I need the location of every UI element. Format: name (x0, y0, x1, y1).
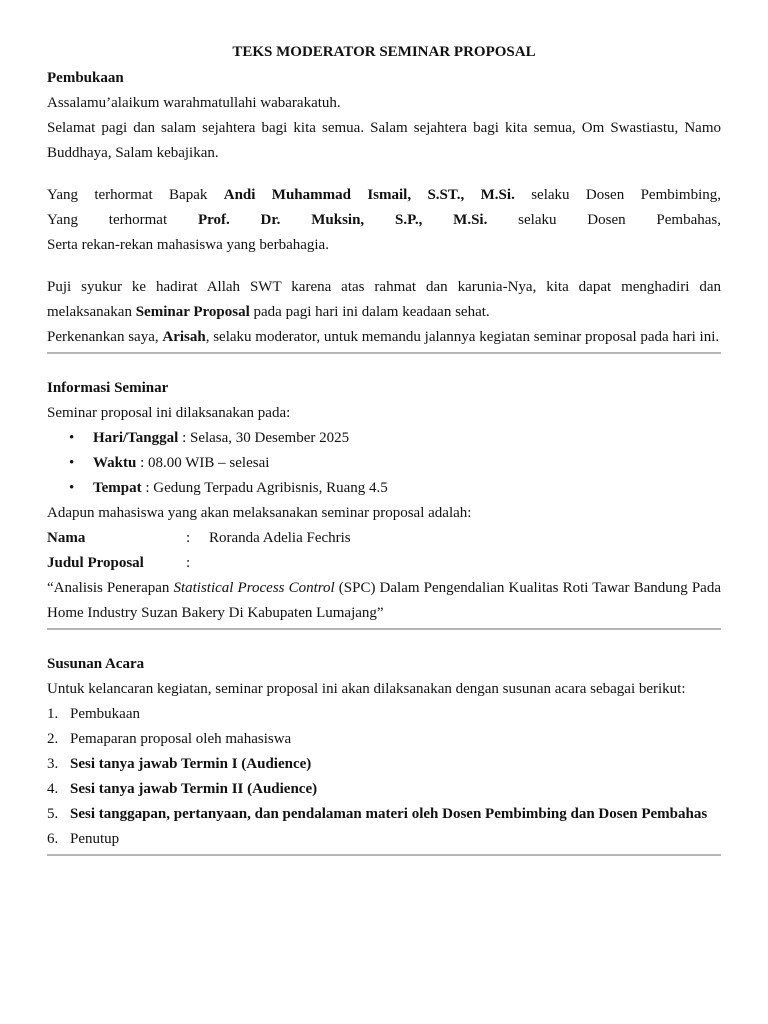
student-name-row: Nama : Roranda Adelia Fechris (47, 526, 721, 551)
bullet-icon: • (69, 455, 75, 471)
section-heading: Pembukaan (47, 70, 124, 86)
susunan-intro: Untuk kelancaran kegiatan, seminar proposal ini akan dilaksanakan dengan susunan acara sebagai berikut: (47, 681, 686, 697)
moderator-name: Arisah (162, 329, 206, 345)
honorific-line-2: Yang terhormat Prof. Dr. Muksin, S.P., M.Si. selaku Dosen Pembahas, (47, 212, 722, 228)
section-informasi (47, 376, 721, 626)
list-item: 5. Sesi tanggapan, pertanyaan, dan pendalaman materi oleh Dosen Pembimbing dan Dosen Pembahas (47, 806, 708, 822)
list-item: • Hari/Tanggal : Selasa, 30 Desember 2025 (47, 426, 721, 451)
perkenankan-paragraph: Perkenankan saya, Arisah, selaku moderator, untuk memandu jalannya kegiatan seminar proposal pada hari ini. (47, 329, 720, 345)
section-heading: Susunan Acara (47, 656, 145, 672)
list-item: • Waktu : 08.00 WIB – selesai (47, 451, 721, 476)
puji-paragraph: Puji syukur ke hadirat Allah SWT karena atas rahmat dan karunia-Nya, kita dapat menghadiri dan melaksanakan Seminar Proposal pada pagi hari ini dalam keadaan sehat. (47, 279, 721, 320)
proposal-title: “Analisis Penerapan Statistical Process Control (SPC) Dalam Pengendalian Kualitas Roti Tawar Bandung Pada Home Industry Suzan Bakery Di Kabupaten Lumajang” (47, 580, 721, 621)
list-item: 2. Pemaparan proposal oleh mahasiswa (47, 731, 292, 747)
section-susunan-acara (47, 652, 721, 852)
honorific-line-1: Yang terhormat Bapak Andi Muhammad Ismail, S.ST., M.Si. selaku Dosen Pembimbing, (47, 187, 722, 203)
proposal-title-row: Judul Proposal : (47, 555, 191, 571)
list-item: 6. Penutup (47, 831, 120, 847)
salam-paragraph: Selamat pagi dan salam sejahtera bagi kita semua. Salam sejahtera bagi kita semua, Om Swastiastu, Namo Buddhaya, Salam kebajikan. (47, 120, 721, 161)
section-pembukaan (47, 66, 721, 350)
honorific-line-3: Serta rekan-rekan mahasiswa yang berbahagia. (47, 237, 329, 253)
seminar-details-list (47, 426, 721, 501)
student-name: Roranda Adelia Fechris (209, 530, 351, 546)
document-title: TEKS MODERATOR SEMINAR PROPOSAL (232, 44, 536, 60)
bullet-icon: • (69, 480, 75, 496)
mahasiswa-intro: Adapun mahasiswa yang akan melaksanakan seminar proposal adalah: (47, 505, 472, 521)
examiner-name: Prof. Dr. Muksin, S.P., M.Si. (197, 212, 488, 228)
list-item: 4. Sesi tanya jawab Termin II (Audience) (47, 781, 318, 797)
document-page (47, 40, 721, 856)
section-divider (47, 854, 721, 856)
list-item: 1. Pembukaan (47, 706, 140, 722)
supervisor-name: Andi Muhammad Ismail, S.ST., M.Si. (223, 187, 515, 203)
section-heading: Informasi Seminar (47, 380, 169, 396)
informasi-intro: Seminar proposal ini dilaksanakan pada: (47, 405, 291, 421)
bullet-icon: • (69, 430, 75, 446)
greeting-paragraph: Assalamu’alaikum warahmatullahi wabarakatuh. (47, 95, 341, 111)
list-item: • Tempat : Gedung Terpadu Agribisnis, Ruang 4.5 (47, 476, 721, 501)
agenda-list (47, 702, 721, 852)
list-item: 3. Sesi tanya jawab Termin I (Audience) (47, 756, 312, 772)
